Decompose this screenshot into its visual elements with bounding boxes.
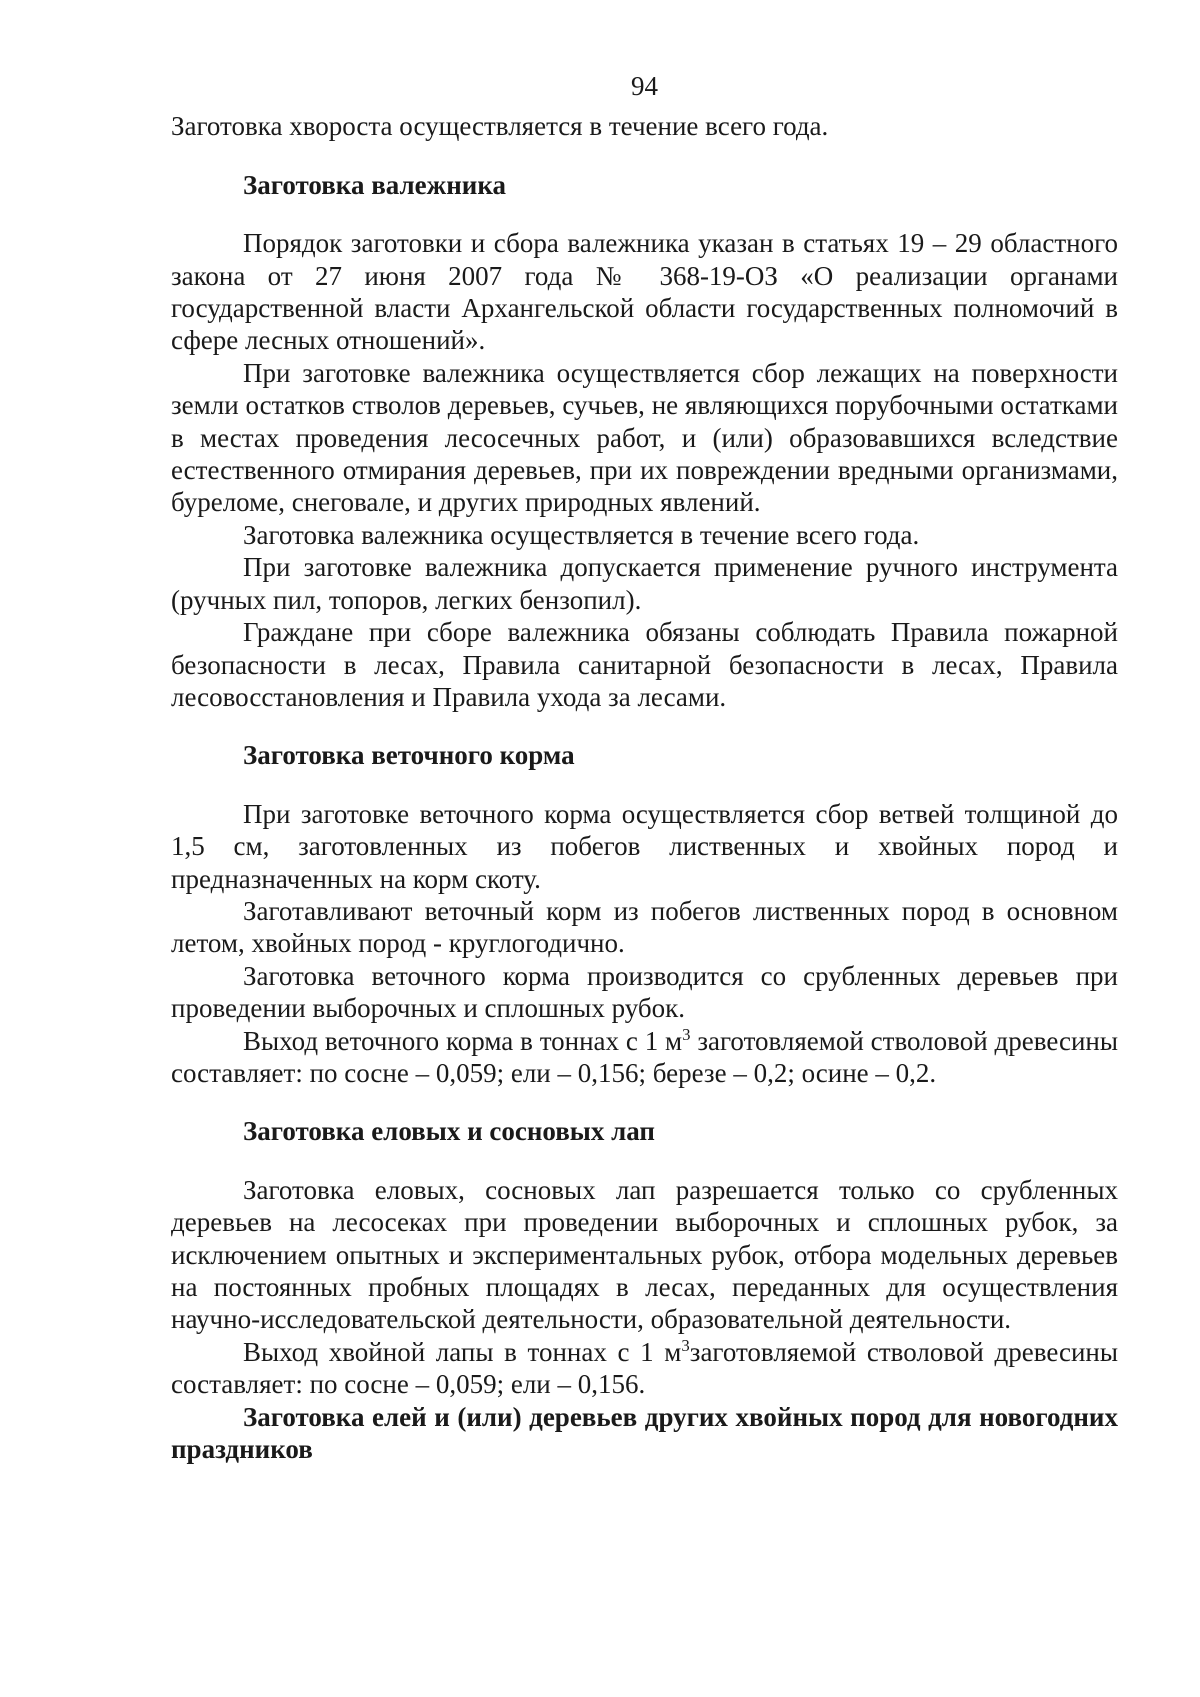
- paragraph: Заготовка валежника осуществляется в течение всего года.: [243, 519, 920, 550]
- section-heading-new-year-trees: Заготовка елей и (или) деревьев других хвойных пород для новогодних праздников: [171, 1401, 1118, 1465]
- paragraph: Заготовка еловых, сосновых лап разрешается только со срубленных деревьев на лесосеках при проведении выборочных и сплошных рубок, за исключением опытных и экспериментальных рубок, отбора модельных деревьев на постоянных пробных площадях в лесах, переданных для осуществления научно-исследовательской деятельности, образовательной деятельности.: [171, 1174, 1118, 1335]
- intro-paragraph: Заготовка хвороста осуществляется в течение всего года.: [171, 111, 829, 142]
- section-heading-deadwood: Заготовка валежника: [243, 169, 506, 200]
- paragraph-text: Выход хвойной лапы в тоннах с 1 м: [243, 1336, 682, 1367]
- paragraph-text: заготовляемой стволовой древесины составляет: по сосне – 0,059; ели – 0,156; березе – 0,2; осине – 0,2.: [171, 1025, 1118, 1088]
- paragraph: При заготовке валежника осуществляется сбор лежащих на поверхности земли остатков стволов деревьев, сучьев, не являющихся порубочными остатками в местах проведения лесосечных работ, и (или) образовавшихся вследствие естественного отмирания деревьев, при их повреждении вредными организмами, буреломе, снеговале, и других природных явлений.: [171, 357, 1118, 518]
- section-heading-conifer-branches: Заготовка еловых и сосновых лап: [243, 1116, 655, 1147]
- paragraph: [171, 1025, 1118, 1090]
- paragraph: [171, 1336, 1118, 1401]
- paragraph: При заготовке валежника допускается применение ручного инструмента (ручных пил, топоров, легких бензопил).: [171, 552, 1118, 615]
- section-heading-branch-fodder: Заготовка веточного корма: [243, 740, 575, 771]
- paragraph-text: Выход веточного корма в тоннах с 1 м: [243, 1025, 683, 1056]
- superscript: 3: [682, 1024, 691, 1044]
- superscript: 3: [681, 1335, 690, 1355]
- paragraph-text: заготовляемой стволовой древесины составляет: по сосне – 0,059; ели – 0,156.: [171, 1336, 1118, 1400]
- page-number: 94: [631, 71, 658, 101]
- paragraph: Порядок заготовки и сбора валежника указан в статьях 19 – 29 областного закона от 27 июня 2007 года № 368-19-ОЗ «О реализации органами государственной власти Архангельской области государственных полномочий в сфере лесных отношений».: [171, 228, 1118, 356]
- paragraph: При заготовке веточного корма осуществляется сбор ветвей толщиной до 1,5 см, заготовленных из побегов лиственных и хвойных пород и предназначенных на корм скоту.: [171, 798, 1118, 894]
- paragraph: Заготавливают веточный корм из побегов лиственных пород в основном летом, хвойных пород - круглогодично.: [171, 895, 1118, 959]
- paragraph: Заготовка веточного корма производится со срубленных деревьев при проведении выборочных и сплошных рубок.: [171, 960, 1118, 1024]
- paragraph: Граждане при сборе валежника обязаны соблюдать Правила пожарной безопасности в лесах, Правила санитарной безопасности в лесах, Правила лесовосстановления и Правила ухода за лесами.: [171, 617, 1118, 712]
